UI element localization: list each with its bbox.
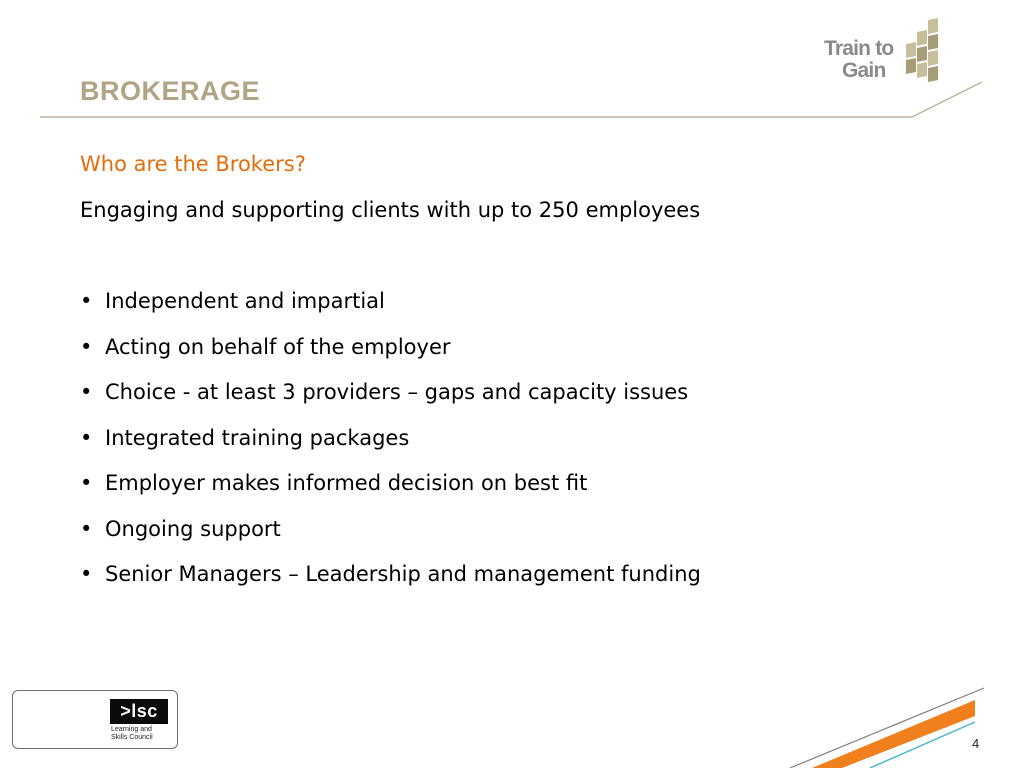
bullet-icon: • bbox=[80, 380, 93, 404]
lsc-mark: >lsc bbox=[110, 699, 168, 724]
slide-subtitle: Who are the Brokers? bbox=[80, 152, 306, 176]
bullet-text: Independent and impartial bbox=[105, 289, 385, 313]
lsc-name-line-1: Learning and bbox=[111, 726, 152, 733]
lead-text: Engaging and supporting clients with up to 250 employees bbox=[80, 198, 701, 222]
bullet-icon: • bbox=[80, 562, 93, 586]
bullet-icon: • bbox=[80, 334, 93, 359]
bullet-text: Employer makes informed decision on best fit bbox=[105, 471, 588, 495]
bullet-text: Ongoing support bbox=[105, 516, 281, 541]
slide-title: BROKERAGE bbox=[80, 76, 261, 106]
bullet-icon: • bbox=[80, 516, 93, 541]
bullet-text: Choice - at least 3 providers – gaps and capacity issues bbox=[105, 380, 689, 404]
logo-line-1: Train to bbox=[824, 37, 894, 60]
bullet-text: Acting on behalf of the employer bbox=[105, 334, 451, 359]
bullet-icon: • bbox=[80, 289, 93, 313]
bullet-text: Senior Managers – Leadership and management funding bbox=[105, 562, 701, 586]
bullet-icon: • bbox=[80, 425, 93, 450]
logo-line-2: Gain bbox=[842, 59, 886, 82]
page-number: 4 bbox=[972, 736, 980, 751]
bullet-text: Integrated training packages bbox=[105, 425, 410, 450]
bullet-icon: • bbox=[80, 471, 93, 495]
lsc-name-line-2: Skills Council bbox=[111, 734, 153, 741]
